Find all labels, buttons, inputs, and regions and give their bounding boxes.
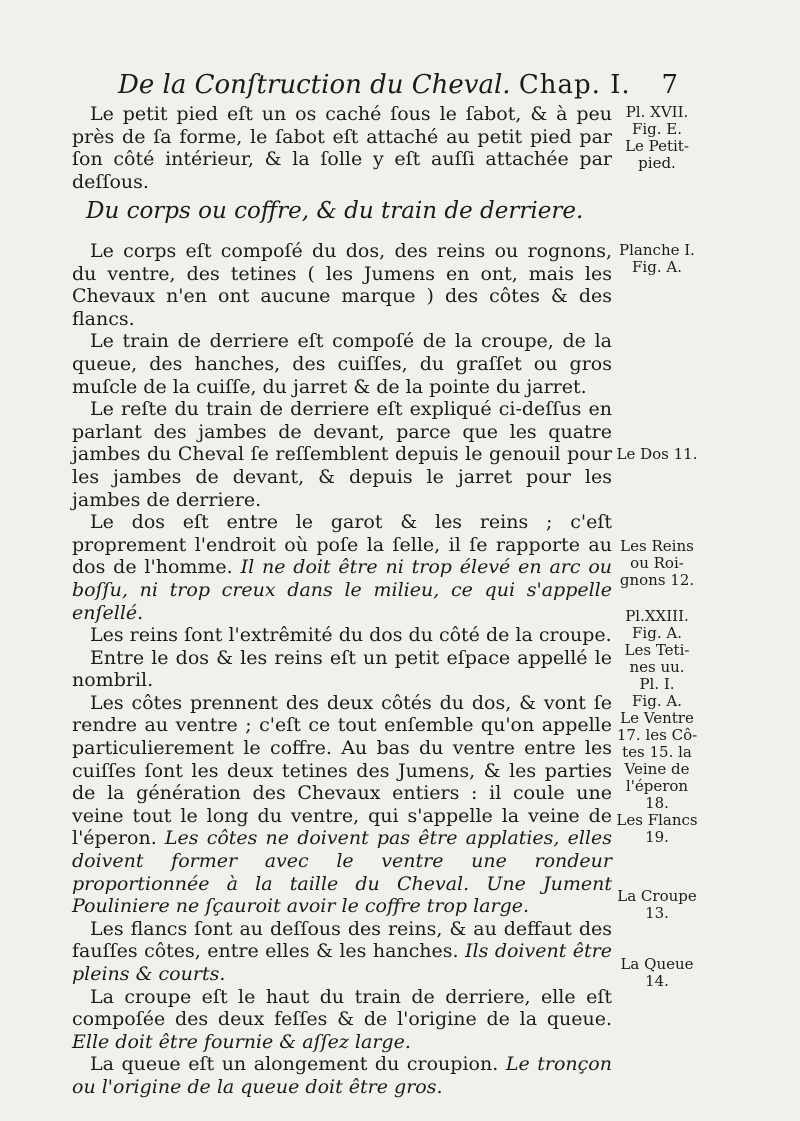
paragraph — [72, 1053, 612, 1098]
margin-line: Les Reins — [620, 537, 694, 555]
italic-text: Il ne doit être ni trop élevé en arc ou boſſu, ni trop creux dans le milieu, ce qui s'appelle enſellé. — [72, 556, 612, 624]
margin-line: Fig. A. — [632, 692, 682, 710]
paragraph: Les reins ſont l'extrêmité du dos du côté de la croupe. — [90, 624, 612, 647]
paragraph — [72, 918, 612, 986]
margin-note-reins — [612, 538, 702, 589]
text: Le dos eſt entre le garot & les reins ; c'eſt proprement l'endroit où poſe la ſelle, il ſe rapporte au dos de l'homme. — [72, 511, 612, 579]
margin-line: Veine de — [624, 760, 690, 778]
margin-note-dos — [612, 446, 702, 463]
margin-line: Les Flancs — [616, 811, 698, 829]
paragraph: Le train de derriere eſt compoſé de la croupe, de la queue, des hanches, des cuiſſes, du graſſet ou gros muſcle de la cuiſſe, du jarret & de la pointe du jarret. — [72, 330, 612, 398]
paragraph — [72, 692, 612, 918]
text-petit-pied: Le petit pied eſt un os caché ſous le ſabot, & à peu près de ſa forme, le ſabot eſt attaché au petit pied par ſon côté intérieur, & la ſolle y eſt auſſi attachée par deſſous. — [72, 103, 612, 193]
margin-note-queue — [612, 956, 702, 990]
margin-note-croupe — [612, 888, 702, 922]
margin-line: 17. les Cô- — [616, 726, 698, 744]
margin-line: Fig. A. — [632, 624, 682, 642]
italic-text: Elle doit être fournie & aſſez large. — [72, 1030, 411, 1053]
chapter-label: Chap. I. — [518, 70, 631, 100]
text: Les côtes prennent des deux côtés du dos, & vont ſe rendre au ventre ; c'eſt ce tout enſemble qu'on appelle particulierement le coffre. Au bas du ventre entre les cuiſſes ſont les deux tetines des Jumens, & les parties de la génération des Chevaux entiers : il coule une veine tout le long du ventre, qui s'appelle la veine de l'éperon. — [72, 691, 612, 850]
running-title: De la Conſtruction du Cheval. — [118, 70, 511, 100]
italic-text: Les côtes ne doivent pas être applaties, elles doivent former avec le ventre une rondeur proportionnée à la taille du Cheval. Une Jument Pouliniere ne ſçauroit avoir le coffre trop large. — [72, 827, 613, 918]
body-text — [72, 240, 612, 1099]
margin-line: l'éperon 18. — [625, 777, 689, 812]
paragraph: Entre le dos & les reins eſt un petit eſpace appellé le nombril. — [72, 646, 612, 692]
margin-line: tes 15. la — [622, 743, 692, 761]
paragraph: Le reſte du train de derriere eſt expliqué ci-deſſus en parlant des jambes de devant, parce que les quatre jambes du Cheval ſe reſſemblent depuis le genouil pour les jambes de devant, & depuis le jarret pour les jambes de derriere. — [72, 398, 612, 511]
margin-line: Le Dos 11. — [616, 445, 698, 463]
margin-note-coffre — [612, 608, 702, 846]
italic-text: Ils doivent être pleins & courts. — [72, 940, 612, 985]
margin-line: Fig. A. — [632, 258, 682, 276]
margin-line: Les Teti- — [624, 641, 690, 659]
paragraph-petit-pied — [72, 103, 612, 193]
margin-line: 19. — [645, 828, 669, 846]
paragraph — [72, 511, 612, 624]
margin-note-petit-pied — [612, 104, 702, 172]
margin-line: Pl. I. — [639, 675, 675, 693]
paragraph — [72, 986, 612, 1054]
margin-line: gnons 12. — [619, 571, 695, 589]
margin-line: Planche I. — [619, 241, 695, 259]
margin-note-planche — [612, 242, 702, 276]
margin-line: 14. — [645, 972, 669, 990]
margin-line: 13. — [645, 904, 669, 922]
text: La queue eſt un alongement du croupion. — [90, 1053, 499, 1076]
margin-line: La Croupe — [617, 887, 697, 905]
margin-line: ou Roi- — [630, 554, 684, 572]
margin-line: Fig. E. — [631, 120, 683, 138]
margin-line: pied. — [638, 154, 676, 172]
margin-line: Le Petit- — [625, 137, 689, 155]
margin-line: Pl. XVII. — [625, 103, 689, 121]
section-heading: Du corps ou coffre, & du train de derriere. — [86, 198, 584, 224]
text: La croupe eſt le haut du train de derriere, elle eſt compoſée des deux feſſes & de l'origine de la queue. — [72, 985, 612, 1031]
margin-line: nes uu. — [629, 658, 685, 676]
running-head — [118, 70, 678, 100]
margin-line: Pl.XXIII. — [625, 607, 689, 625]
italic-text: Le tronçon ou l'origine de la queue doit être gros. — [72, 1053, 612, 1098]
page-number: 7 — [661, 70, 678, 100]
text: Les flancs ſont au deſſous des reins, & au deffaut des fauſſes côtes, entre elles & les hanches. — [72, 917, 612, 963]
margin-line: Le Ventre — [620, 709, 694, 727]
paragraph: Le corps eſt compoſé du dos, des reins ou rognons, du ventre, des tetines ( les Jumens en ont, mais les Chevaux n'en ont aucune marque ) des côtes & des flancs. — [72, 240, 612, 330]
margin-line: La Queue — [620, 955, 694, 973]
